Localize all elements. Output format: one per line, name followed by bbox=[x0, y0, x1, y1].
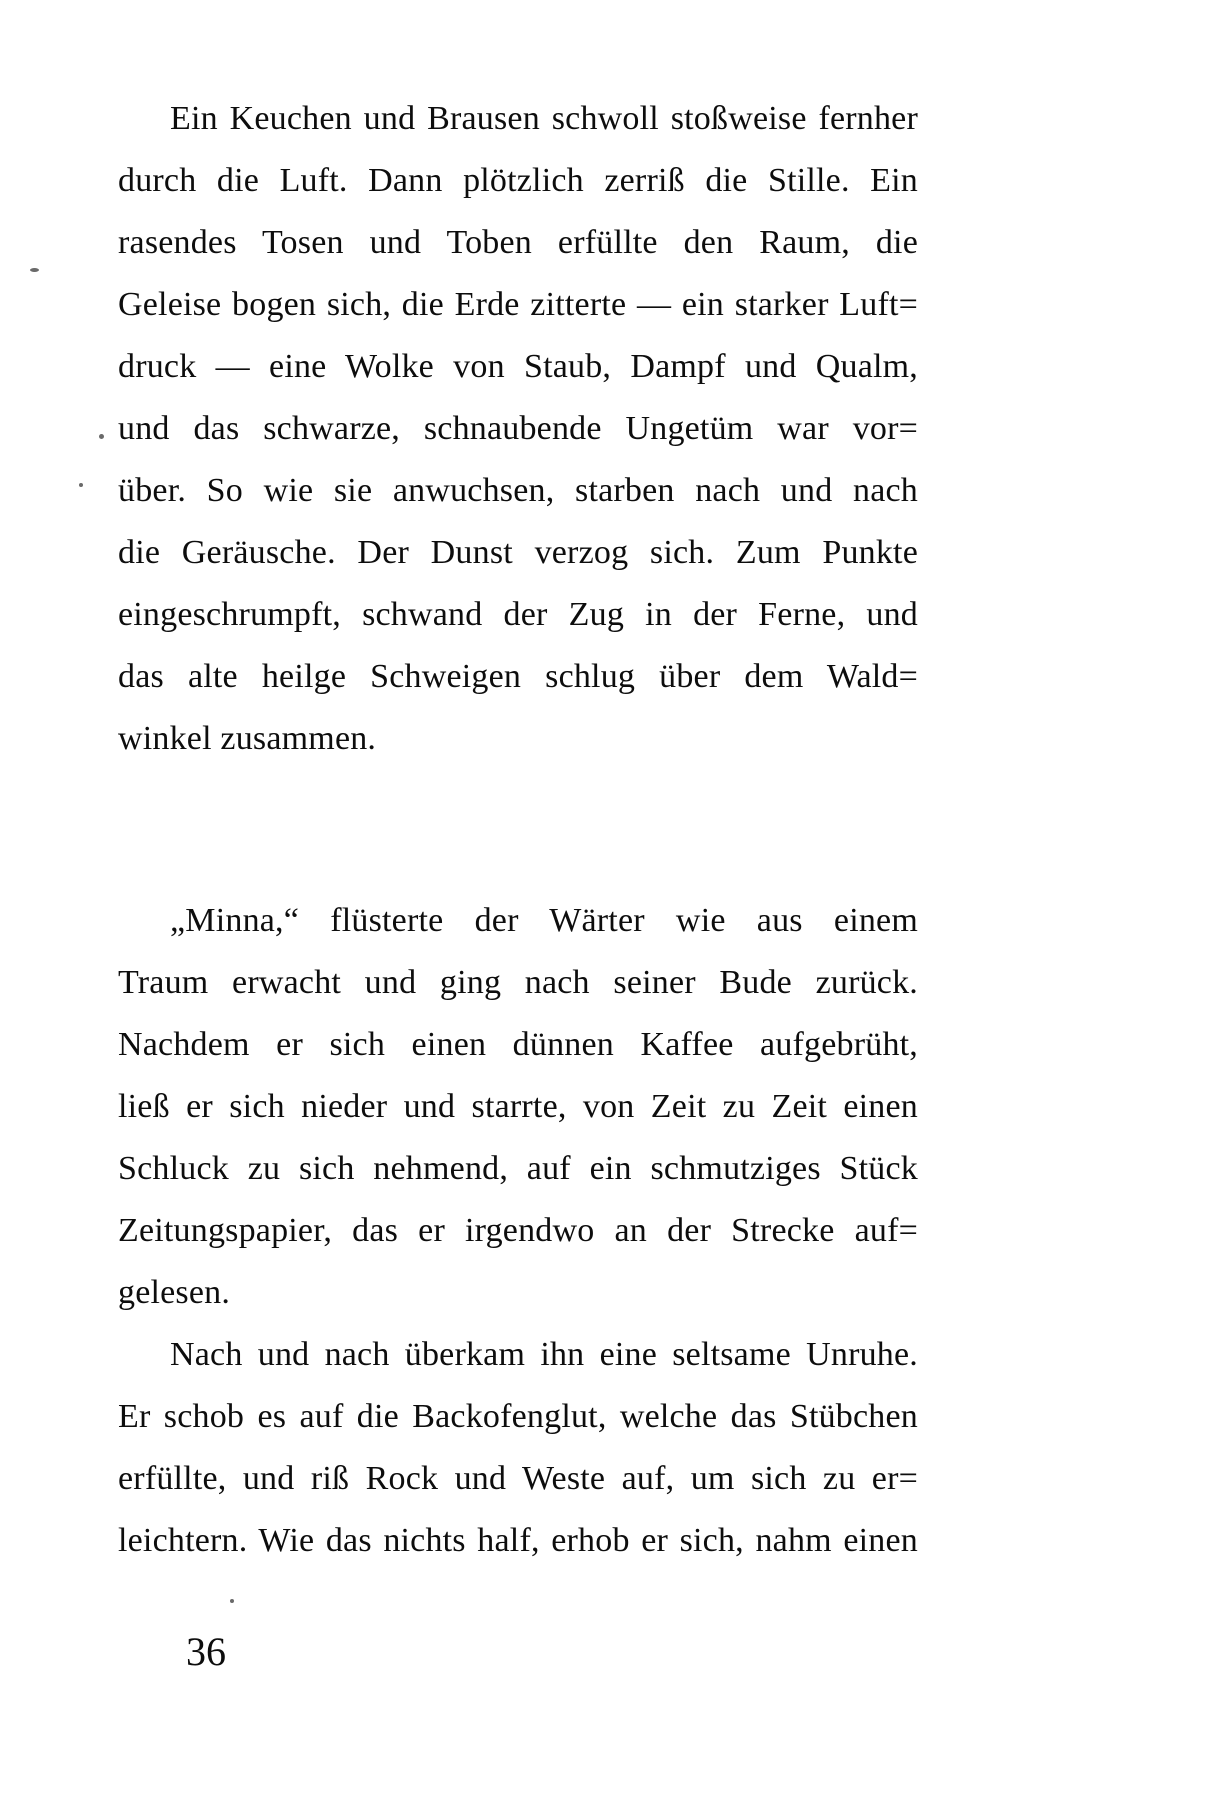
scan-speck bbox=[99, 434, 104, 439]
text-line: ließ er sich nieder und starrte, von Zeit zu Zeit einen bbox=[118, 1088, 918, 1125]
text-line: Traum erwacht und ging nach seiner Bude zurück. bbox=[118, 964, 918, 1001]
text-line: eingeschrumpft, schwand der Zug in der Ferne, und bbox=[118, 596, 918, 633]
text-line: winkel zusammen. bbox=[118, 720, 377, 757]
scan-speck bbox=[230, 1599, 234, 1603]
text-line: durch die Luft. Dann plötzlich zerriß die Stille. Ein bbox=[118, 162, 918, 199]
page-number: 36 bbox=[186, 1629, 226, 1674]
paragraph bbox=[118, 890, 918, 1324]
text-line: über. So wie sie anwuchsen, starben nach und nach bbox=[118, 472, 918, 509]
paragraph bbox=[118, 1324, 918, 1572]
text-line: Nach und nach überkam ihn eine seltsame Unruhe. bbox=[170, 1336, 918, 1373]
text-line: Geleise bogen sich, die Erde zitterte — ein starker Luft= bbox=[118, 286, 918, 323]
text-line: Schluck zu sich nehmend, auf ein schmutziges Stück bbox=[118, 1150, 918, 1187]
text-line: „Minna,“ flüsterte der Wärter wie aus einem bbox=[170, 902, 918, 939]
text-line: erfüllte, und riß Rock und Weste auf, um sich zu er= bbox=[118, 1460, 918, 1497]
text-line: das alte heilge Schweigen schlug über dem Wald= bbox=[118, 658, 918, 695]
text-line: Zeitungspapier, das er irgendwo an der Strecke auf= bbox=[118, 1212, 918, 1249]
text-line: druck — eine Wolke von Staub, Dampf und Qualm, bbox=[118, 348, 918, 385]
text-line: leichtern. Wie das nichts half, erhob er sich, nahm einen bbox=[118, 1522, 918, 1559]
text-line: Nachdem er sich einen dünnen Kaffee aufgebrüht, bbox=[118, 1026, 918, 1063]
text-line: Ein Keuchen und Brausen schwoll stoßweise fernher bbox=[170, 100, 918, 137]
text-line: Er schob es auf die Backofenglut, welche das Stübchen bbox=[118, 1398, 918, 1435]
scan-speck bbox=[30, 268, 39, 272]
text-block bbox=[118, 88, 918, 1572]
text-line: gelesen. bbox=[118, 1274, 231, 1311]
paragraph bbox=[118, 88, 918, 770]
text-line: rasendes Tosen und Toben erfüllte den Raum, die bbox=[118, 224, 918, 261]
text-line: die Geräusche. Der Dunst verzog sich. Zum Punkte bbox=[118, 534, 918, 571]
text-line: und das schwarze, schnaubende Ungetüm war vor= bbox=[118, 410, 918, 447]
scan-speck bbox=[79, 483, 83, 487]
